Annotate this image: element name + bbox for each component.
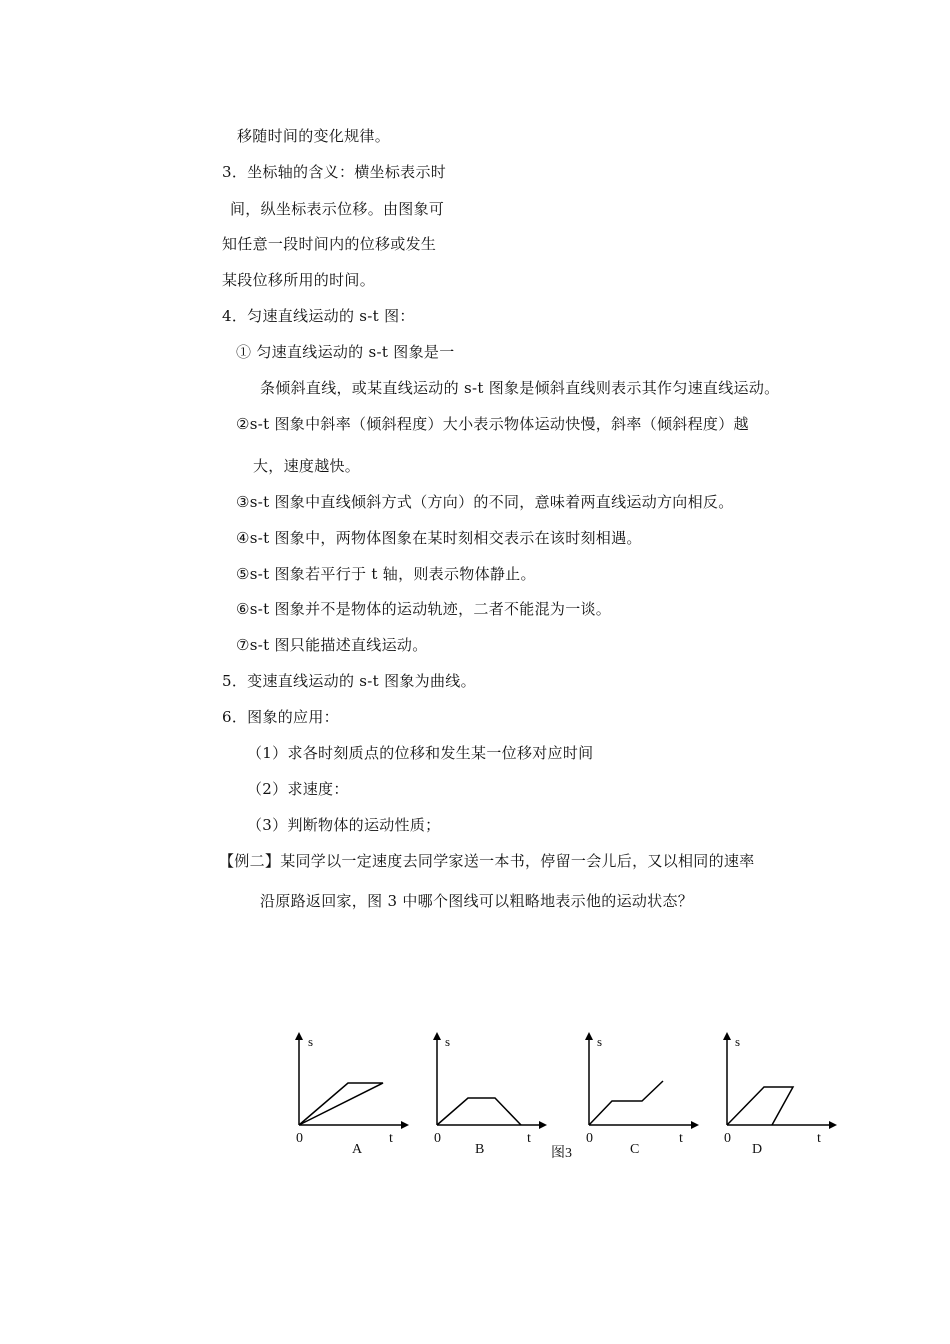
graph-a-origin-label: 0 [296,1131,303,1146]
graph-c-t-label: t [679,1131,683,1146]
graph-c-curve [589,1081,663,1125]
figure-caption: 图3 [551,1146,572,1161]
graph-c [589,1034,697,1125]
text-line: 知任意一段时间内的位移或发生 [222,235,437,253]
graph-b [437,1034,545,1125]
section-heading: 6．图象的应用： [222,708,339,726]
text-line: ②s-t 图象中斜率（倾斜程度）大小表示物体运动快慢，斜率（倾斜程度）越 [236,415,749,433]
graph-c-letter: C [630,1142,640,1157]
graph-a-curve [299,1083,383,1125]
text-line: 某段位移所用的时间。 [222,271,376,289]
graph-d-t-label: t [817,1131,821,1146]
section-heading: 5．变速直线运动的 s-t 图象为曲线。 [222,672,476,690]
graph-b-origin-label: 0 [434,1131,441,1146]
text-line: ① 匀速直线运动的 s-t 图象是一 [236,343,455,361]
graph-d-s-label: s [735,1034,741,1049]
text-line: （1）求各时刻质点的位移和发生某一位移对应时间 [247,744,594,762]
text-line: 沿原路返回家，图 3 中哪个图线可以粗略地表示他的运动状态？ [260,892,694,910]
graph-a-letter: A [352,1142,363,1157]
graph-b-curve [437,1098,521,1125]
graph-b-s-label: s [445,1034,451,1049]
graph-b-t-label: t [527,1131,531,1146]
text-line: 移随时间的变化规律。 [237,127,391,145]
text-line: ⑤s-t 图象若平行于 t 轴，则表示物体静止。 [236,565,536,583]
graph-d-origin-label: 0 [724,1131,731,1146]
graph-d-curve [727,1087,793,1125]
text-line: （3）判断物体的运动性质； [247,816,441,834]
text-line: ⑥s-t 图象并不是物体的运动轨迹，二者不能混为一谈。 [236,600,612,618]
graph-d-letter: D [752,1142,763,1157]
section-heading: 4．匀速直线运动的 s-t 图： [222,307,415,325]
example-question: 【例二】某同学以一定速度去同学家送一本书，停留一会儿后，又以相同的速率 [219,852,755,870]
graph-c-origin-label: 0 [586,1131,593,1146]
graph-a-t-label: t [389,1131,393,1146]
text-line: 间，纵坐标表示位移。由图象可 [230,200,445,218]
text-line: （2）求速度： [247,780,349,798]
section-heading: 3．坐标轴的含义：横坐标表示时 [222,163,447,181]
graph-c-s-label: s [597,1034,603,1049]
text-line: ③s-t 图象中直线倾斜方式（方向）的不同，意味着两直线运动方向相反。 [236,493,734,511]
graph-d [727,1034,835,1125]
text-line: 大，速度越快。 [253,457,361,475]
graph-b-letter: B [475,1142,485,1157]
graph-a-s-label: s [308,1034,314,1049]
text-line: ④s-t 图象中，两物体图象在某时刻相交表示在该时刻相遇。 [236,529,642,547]
text-line: 条倾斜直线，或某直线运动的 s-t 图象是倾斜直线则表示其作匀速直线运动。 [260,379,780,397]
graph-a [299,1034,407,1125]
text-line: ⑦s-t 图只能描述直线运动。 [236,636,428,654]
